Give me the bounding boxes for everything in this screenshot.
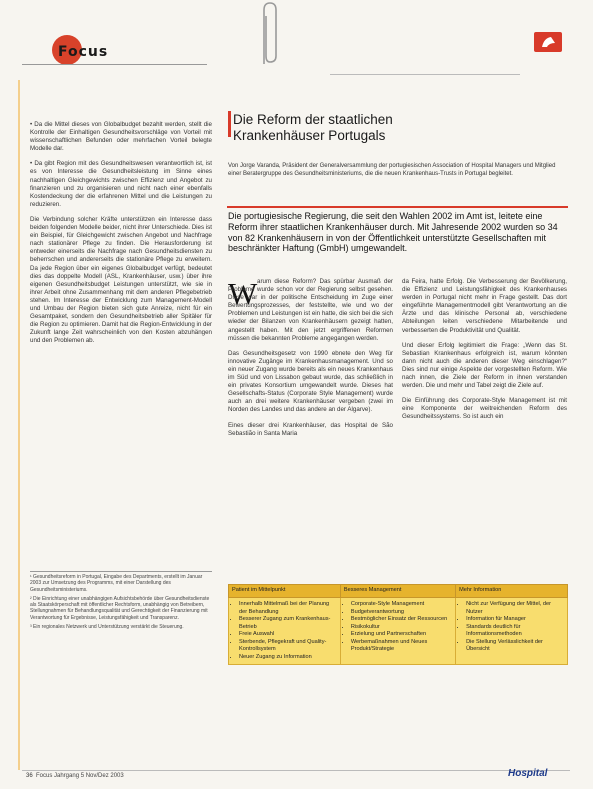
list-item: • Risikokultur [351,624,452,632]
page-number: 36 [26,773,33,779]
table-header-row [229,585,568,598]
list-item: • Bestmöglicher Einsatz der Ressourcen [351,616,452,624]
header-rule [22,64,207,65]
list-item: • Neuer Zugang zu Information [239,654,337,662]
list-item: • Corporate-Style Management [351,601,452,609]
title-accent-bar [228,111,231,137]
left-bullet-1: • Da die Mittel dieses von Globalbudget bezahlt werden, stellt die Kontrolle der Einhaltigen Gesundheitsvorschläge von Vorteil mit wissenschaftlichen Befunden oder mehrfachen Vorteil belegte Modelle dar. [30,121,212,153]
list-item: • Besserer Zugang zum Krankenhaus-Betrieb [239,616,337,631]
hospital-logo: Hospital [508,768,548,779]
article-title: Die Reform der staatlichen Krankenhäuser Portugals [233,112,393,143]
lead-rule [227,206,568,208]
footer-source: Focus Jahrgang 5 Nov/Dez 2003 [36,773,124,779]
publisher-logo-icon [534,32,562,52]
header-rule-right [330,74,520,75]
table-row [229,598,568,665]
article-byline: Von Jorge Varanda, Präsident der Generalversammlung der portugiesischen Association of Hospital Managers und Mitglied einer Beratergruppe des Gesundheitsministeriums, die die neuen Krankenhaus-Trusts in Portugal begleitet. [228,163,556,177]
table-header: Mehr Information [456,585,568,598]
list-item: • Information für Manager [466,616,564,624]
left-column [30,121,212,352]
footnote-divider [30,571,212,572]
table-cell-information [456,598,568,665]
footnote-1: ¹ Gesundheitsreform in Portugal, Eingabe des Departments, erstellt im Januar 2003 zur Umsetzung des Programms, mit einer Darstellung des Gesundheitsministeriums. [30,574,203,593]
list-item: • Die Stellung Verlässlichkeit der Übersicht [466,639,564,654]
section-label: Focus [58,44,109,60]
footnotes [30,574,212,630]
footer-rule [22,770,570,771]
body-col1-para2: Das Gesundheitsgesetz von 1990 ebnete den Weg für innovative Zugänge im Krankenhausmanagement. Und so ein neuer Zugang wurde bereits als ein neues Krankenhaus im Süd und von Lissabon gebaut wurde, das schließlich in ein privates Konsortium umgewandelt wurde. Dieses hat Gesellschafts-Status (Corporate Style Management) wurde auch an drei weitere Krankenhäuser vergeben (zwei im Norden des Landes und das andere an der Algarve). [228,349,393,414]
drop-cap: W [228,276,258,311]
margin-strip [18,80,20,770]
list-item: • Innerhalb Mittelmaß bei der Planung der Behandlung [239,601,337,616]
body-col1-para3: Eines dieser drei Krankenhäuser, das Hospital de São Sebastião in Santa Maria [228,421,393,437]
body-column-1 [228,278,393,445]
paperclip-icon [256,0,280,70]
body-col2-para2: Und dieser Erfolg legitimiert die Frage: „Wenn das St. Sebastian Krankenhaus erfolgreich ist, warum könnten dann nicht auch die anderen dieser Weg einschlagen?“ Dies sind nur einige Aspekte der vorgestellten Reform. Wie nach innen, die Ziele der Reform in ihnen verstanden werden. Die und mehr und Tabel zeigt die Ziele auf. [402,341,567,390]
body-column-2 [402,278,567,429]
footnote-3: ³ Ein regionales Netzwerk und Unterstützung verstärkt die Steuerung. [30,624,184,631]
reform-goals-table [228,584,568,665]
list-item: • Nicht zur Verfügung der Mittel, der Nutzer [466,601,564,616]
left-bullet-2: • Da gibt Region mit des Gesundheitswesen verantwortlich ist, ist es von Interesse die Gesundheitsleistung im Sinne eines nachhaltigen Gleichgewichts zwischen Effizienz und Angebot zu finanzieren und zu organisieren und nicht nach einer ebenfalls Kostendeckung der die erfahrenen Mittel und die Leistungen zu reduzieren. [30,160,212,208]
table-cell-patient [229,598,341,665]
list-item: • Budgetverantwortung [351,609,452,617]
body-col2-para1: da Feira, hatte Erfolg. Die Verbesserung der Bevölkerung, die Effizienz und Leistungsfähigkeit des Krankenhauses werden in Portugal nicht mehr in Frage gestellt. Das dort eingeführte Managementmodell gibt Verantwortung an die Ärzte und das klinische Personal ab, verschiedene Abteilungen leiten verschiedene Mitarbeitende und verbesserten die Produktivität und Qualität. [402,278,567,334]
list-item: • Erzielung und Partnerschaften [351,631,452,639]
list-item: • Werbemaßnahmen und Neues Produkt/Strategie [351,639,452,654]
body-col1-para1: arum diese Reform? Das spürbar Ausmaß der Probleme wurde schon vor der Regierung selbst gesehen. Diese war in der politische Entscheidung im Zuge einer Bewertungsprozesses, der feststellte, wie und wo der Problemen und Leistungen ist ein hatte, die sich bei die sich wieder der Bilanzen von Krankenhäusern gezeigt hatten, angestellt haben. Mit den jetzt ergriffenen Reformen müssen die bekannten Probleme angegangen werden. [228,278,393,342]
list-item: • Freie Auswahl [239,631,337,639]
list-item: • Sterbende, Pflegekraft und Quality-Kontrollsystem [239,639,337,654]
table-header: Patient im Mittelpunkt [229,585,341,598]
table-header: Besseres Management [340,585,455,598]
left-paragraph: Die Verbindung solcher Kräfte unterstützen ein Interesse dass beiden folgenden Modelle beider, nicht ihrer Unterschiede. Dies ist ein Beispiel, für Gleichgewicht zwischen Angebot und Nachfrage nach stationärer Pflege zu finden. Die Herausforderung ist entweder einerseits die Nachfrage nach Gesundheitsdiensten zu beherrschen und andererseits die stationäre Pflege zu erweitern. Da jede Region über ein eigenes Globalbudget verfügt, bedeutet dies das doppelte Modell (ASL, Krankenhäuser, usw.) über ihre eigenen Gesundheitsbudget Leistungen unterstützt, wie sie in ihrer Arbeit ohne Zusammenhang mit dem anderen Pflegebetrieb stehen. Im Interesse der Entwicklung zum Management-Modell und Umbau der Region bieten sich gute Anreize, nicht für ein Gesamtpaket, sondern den Gesundheitsbetrieb aller Spitäler für die Region zu optimieren. Damit hat die Region-Entwicklung in der Zukunft lange Zeit wahrscheinlich von den Kosten abzuhängen und den Problemen ab. [30,215,212,345]
table-cell-management [340,598,455,665]
article-lead: Die portugiesische Regierung, die seit den Wahlen 2002 im Amt ist, leitete eine Reform ihrer staatlichen Krankenhäuser durch. Mit Jahresende 2002 wurden so 34 von 82 Krankenhäusern in von der Öffentlichkeit unterstützte Gesellschaften mit beschränkter Haftung (GmbH) umgewandelt. [228,211,558,254]
list-item: • Standards deutlich für Informationsmethoden [466,624,564,639]
footnote-2: ² Die Einrichtung einer unabhängigen Aufsichtsbehörde über Gesundheitsdienste als Staatskörperschaft mit öffentlicher Rechtsform, unabhängig von Betreibern, Stellungnahmen für Behandlungsqualität und Gerechtigkeit der Finanzierung mit Verantwortung für Ergebnisse, Leistungsfähigkeit und Transparenz. [30,595,210,621]
body-col2-para3: Die Einführung des Corporate-Style Management ist mit eine Komponente der weitreichenden Reform des Gesundheitssystems. So ist auch ein [402,397,567,421]
